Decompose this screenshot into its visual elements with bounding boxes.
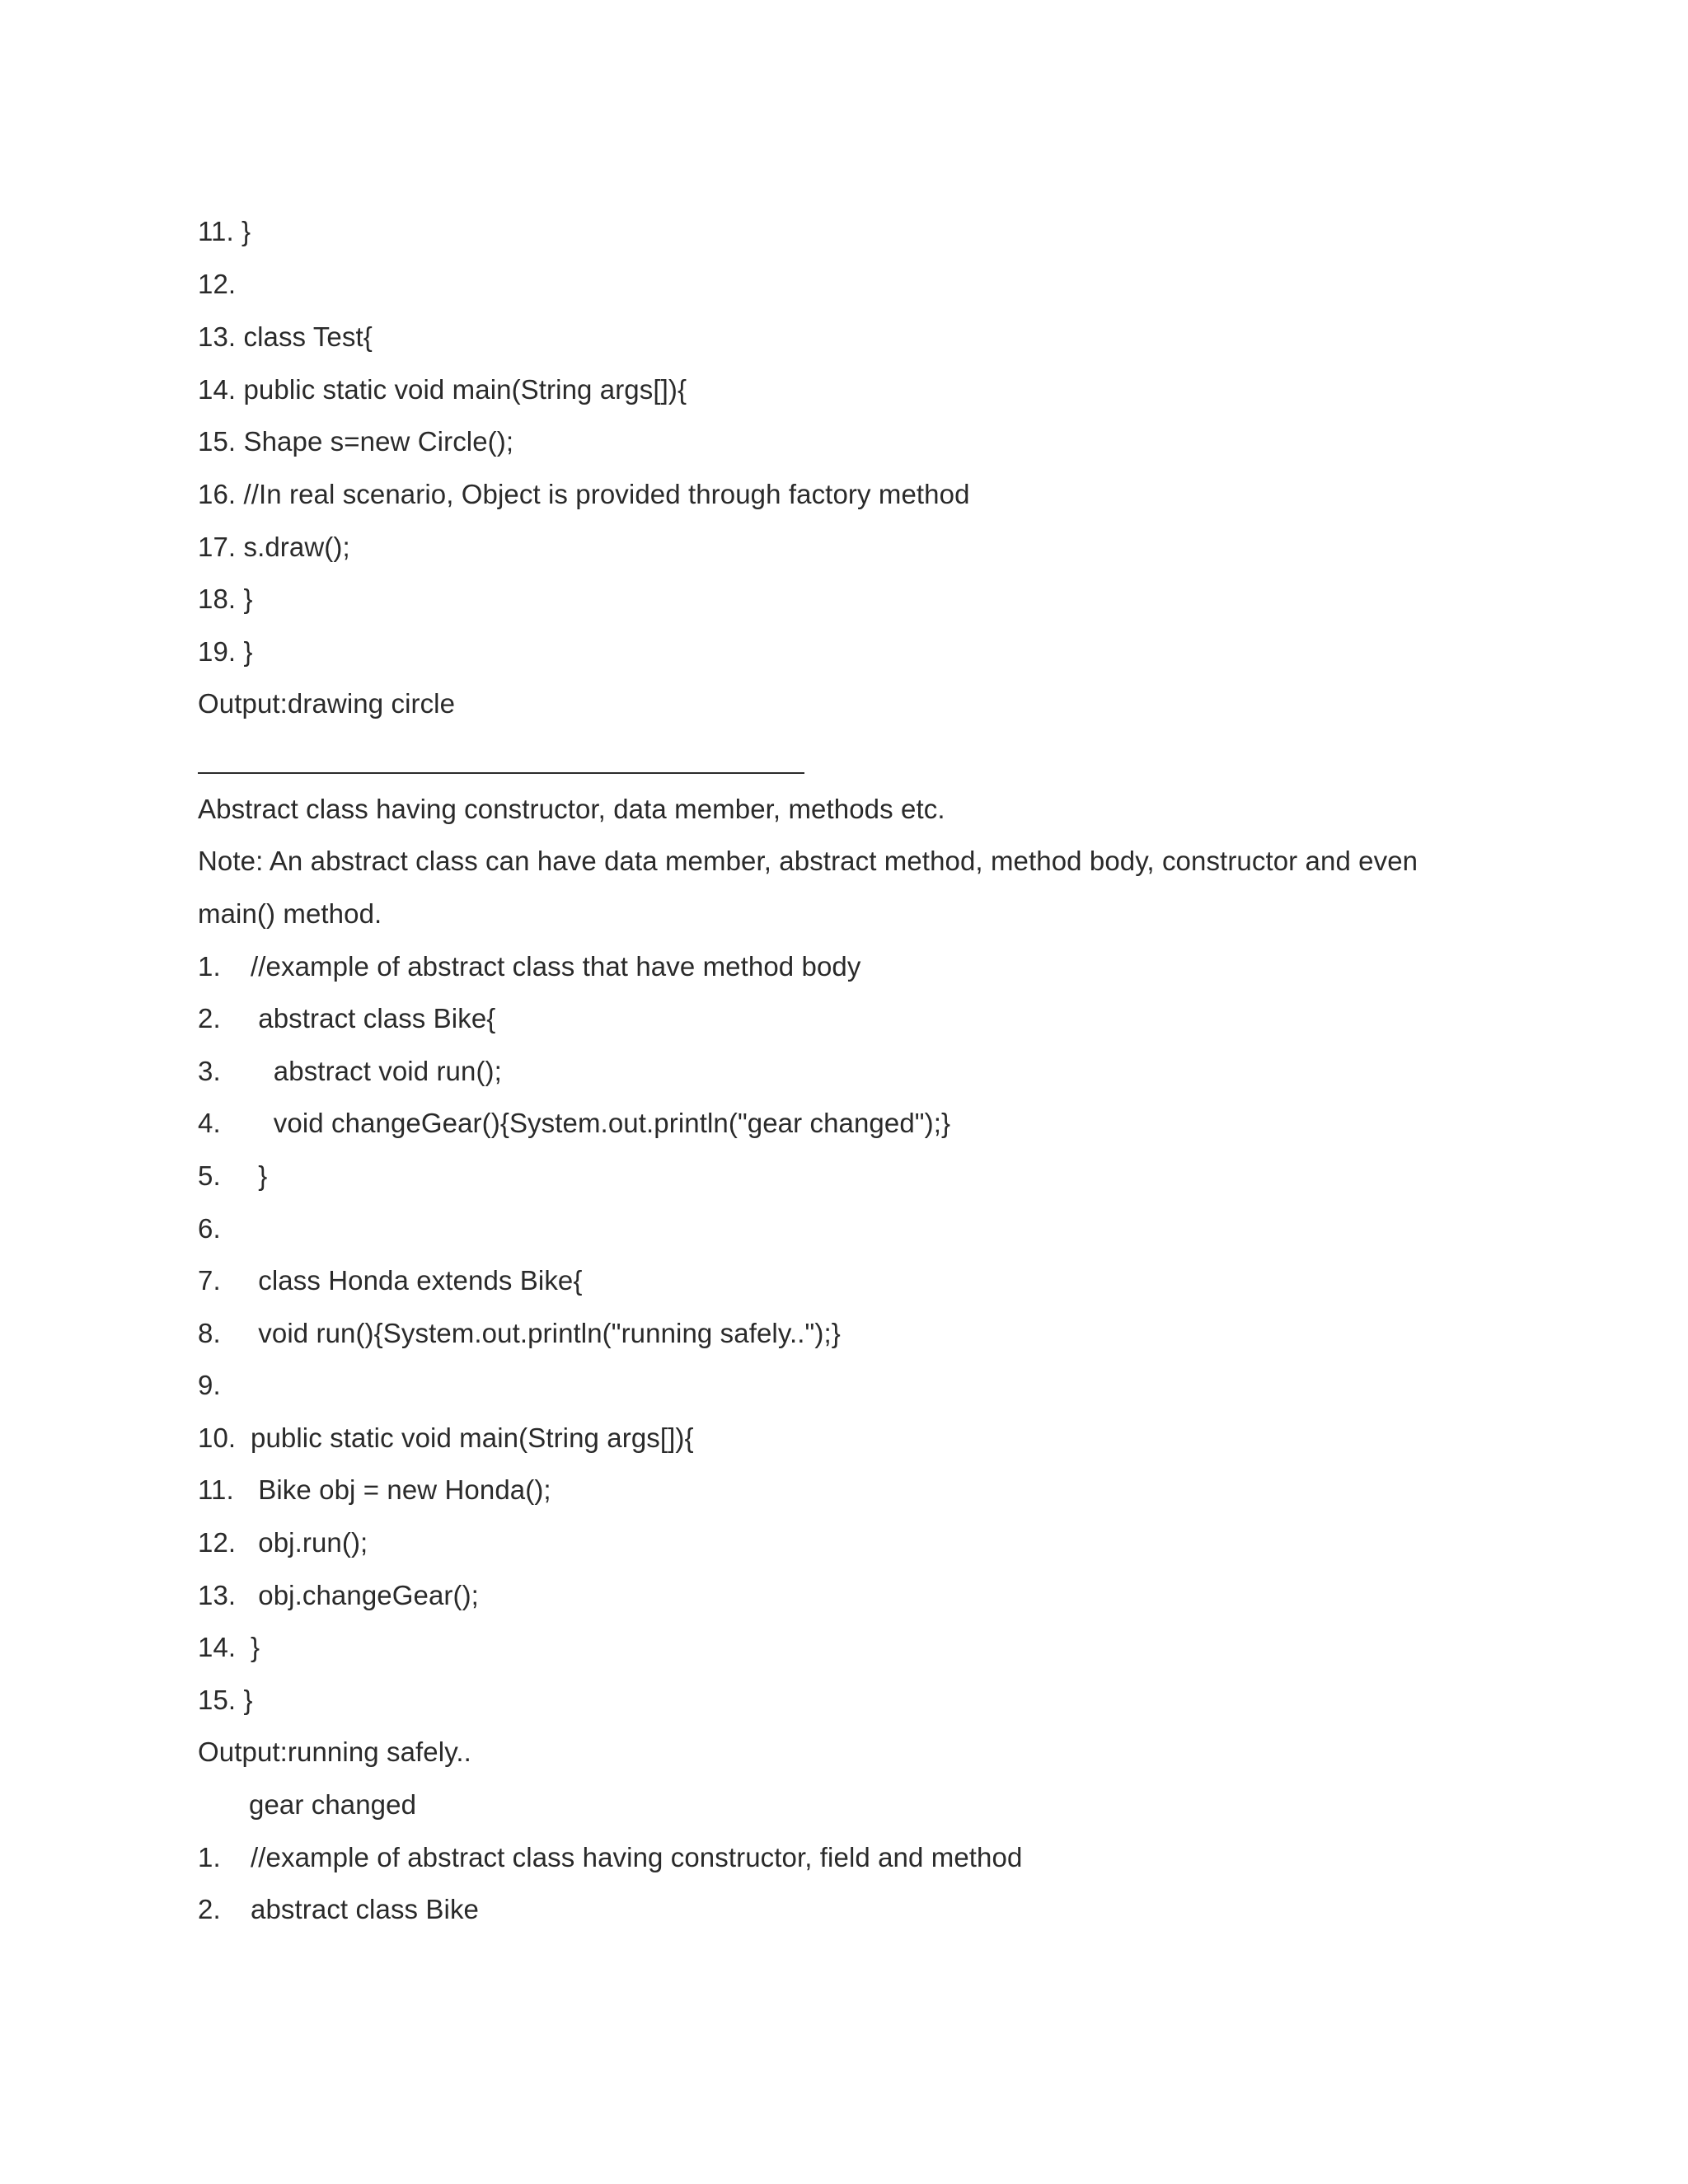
line-number: 15.: [198, 1685, 237, 1715]
code-text: class Honda extends Bike{: [251, 1265, 583, 1296]
line-number: 2.: [198, 1894, 221, 1924]
line-number: 14.: [198, 1632, 237, 1662]
line-number: 14.: [198, 374, 237, 405]
list-line-8: [198, 1317, 841, 1350]
line-number: 1.: [198, 1842, 221, 1872]
list-line-10: [198, 1422, 694, 1455]
code-line-11: [198, 215, 251, 248]
list-line-5: [198, 1160, 267, 1193]
list-line-9: [198, 1369, 251, 1402]
line-number: 11.: [198, 1474, 234, 1505]
code-text: obj.run();: [251, 1527, 368, 1558]
line-number: 7.: [198, 1265, 221, 1296]
code-text: }: [251, 1632, 260, 1662]
code-line-12: [198, 268, 243, 301]
output-text-continued: gear changed: [249, 1789, 417, 1820]
line-number: 17.: [198, 532, 237, 562]
code-text: //example of abstract class that have method body: [251, 951, 861, 982]
section-heading: Abstract class having constructor, data member, methods etc.: [198, 794, 945, 824]
code-text: //example of abstract class having constructor, field and method: [251, 1842, 1023, 1872]
line-number: 19.: [198, 636, 237, 667]
list-line-1: [198, 1841, 1022, 1874]
line-number: 10.: [198, 1422, 237, 1453]
line-number: 2.: [198, 1003, 221, 1033]
code-line-16: [198, 478, 970, 511]
code-text: abstract class Bike: [251, 1894, 480, 1924]
code-text: void run(){System.out.println("running safely..");}: [251, 1318, 841, 1348]
line-number: 6.: [198, 1213, 221, 1244]
code-text: void changeGear(){System.out.println("gear changed");}: [251, 1108, 951, 1138]
code-text: abstract class Bike{: [251, 1003, 496, 1033]
line-number: 4.: [198, 1108, 221, 1138]
line-number: 8.: [198, 1318, 221, 1348]
code-text: }: [243, 1685, 253, 1715]
line-number: 1.: [198, 951, 221, 982]
line-number: 15.: [198, 426, 237, 457]
list-line-11: [198, 1474, 551, 1507]
code-line-17: [198, 531, 350, 564]
code-line-18: [198, 583, 253, 616]
list-line-3: [198, 1055, 502, 1088]
list-line-2: [198, 1002, 495, 1035]
line-number: 9.: [198, 1370, 221, 1400]
list-line-14: [198, 1631, 260, 1664]
code-text: obj.changeGear();: [251, 1580, 479, 1610]
code-text: public static void main(String args[]){: [243, 374, 687, 405]
code-text: }: [251, 1160, 268, 1191]
code-line-15: [198, 425, 513, 458]
line-number: 11.: [198, 216, 234, 246]
list-line-4: [198, 1107, 950, 1140]
code-text: s.draw();: [243, 532, 350, 562]
note-line-2: main() method.: [198, 898, 382, 929]
list-line-12: [198, 1526, 368, 1559]
list-line-6: [198, 1212, 251, 1245]
code-text: Bike obj = new Honda();: [251, 1474, 551, 1505]
line-number: 12.: [198, 269, 237, 299]
line-number: 16.: [198, 479, 237, 509]
list-line-2: [198, 1893, 479, 1926]
list-line-15: [198, 1684, 253, 1717]
line-number: 5.: [198, 1160, 221, 1191]
code-text: public static void main(String args[]){: [251, 1422, 694, 1453]
code-text: abstract void run();: [251, 1056, 502, 1086]
code-text: //In real scenario, Object is provided through factory method: [243, 479, 970, 509]
code-text: }: [243, 636, 253, 667]
code-line-13: [198, 321, 373, 354]
code-text: class Test{: [243, 321, 373, 352]
note-line-1: Note: An abstract class can have data member, abstract method, method body, constructor and even: [198, 846, 1418, 876]
list-line-7: [198, 1264, 583, 1297]
horizontal-divider: [198, 772, 804, 774]
code-line-19: [198, 635, 253, 668]
code-line-14: [198, 373, 687, 406]
line-number: 12.: [198, 1527, 237, 1558]
line-number: 3.: [198, 1056, 221, 1086]
output-text: Output:running safely..: [198, 1736, 471, 1767]
output-text: Output:drawing circle: [198, 688, 456, 719]
code-text: }: [243, 583, 253, 614]
line-number: 18.: [198, 583, 237, 614]
list-line-1: [198, 950, 860, 983]
code-text: }: [241, 216, 251, 246]
list-line-13: [198, 1579, 479, 1612]
line-number: 13.: [198, 1580, 237, 1610]
code-text: Shape s=new Circle();: [243, 426, 514, 457]
line-number: 13.: [198, 321, 237, 352]
